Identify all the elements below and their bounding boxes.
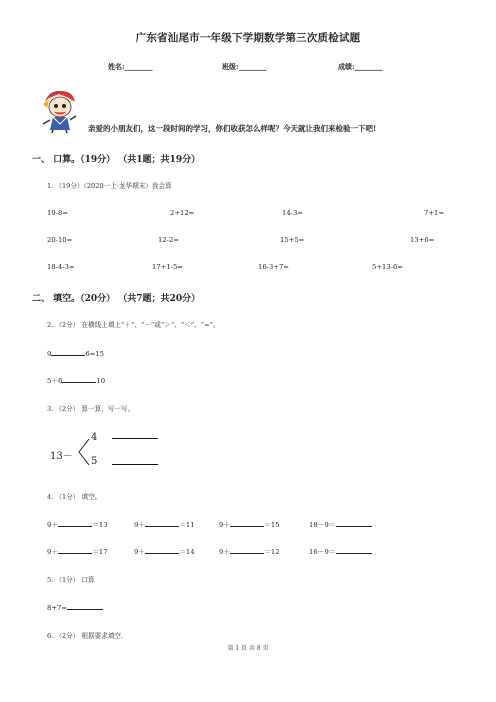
answer-blank[interactable] bbox=[336, 519, 372, 527]
calc-item: 5+13-6= bbox=[372, 263, 403, 271]
calc-item: 13+6= bbox=[410, 236, 435, 244]
calc-item: 2+12= bbox=[170, 209, 195, 217]
answer-blank[interactable] bbox=[145, 546, 179, 554]
intro-text: 亲爱的小朋友们，这一段时间的学习，你们收获怎么样呢？今天就让我们来检验一下吧! bbox=[88, 124, 377, 133]
page-footer: 第 1 页 共 8 页 bbox=[227, 645, 269, 652]
page-title: 广东省汕尾市一年级下学期数学第三次质检试题 bbox=[135, 32, 361, 44]
section-heading-1: 一、 口算。（19分） （共1题；共19分） bbox=[32, 155, 201, 165]
answer-blank[interactable] bbox=[58, 519, 92, 527]
answer-blank[interactable] bbox=[145, 519, 179, 527]
fill-item: 16－9＝ bbox=[309, 546, 372, 556]
answer-blank[interactable] bbox=[51, 348, 85, 356]
calc-item: 20-10= bbox=[47, 236, 73, 244]
fill-item: 9＋ ＝13 bbox=[47, 521, 108, 529]
split-branch-lines bbox=[77, 437, 91, 467]
calc-item: 18-4-3= bbox=[47, 263, 75, 271]
question-1: 1. （19分）（2020一上·龙华期末）我会算 bbox=[47, 182, 172, 190]
answer-blank[interactable] bbox=[58, 546, 92, 554]
fill-item: 9＋ ＝17 bbox=[47, 548, 108, 556]
mascot-illustration bbox=[39, 88, 79, 134]
fill-item: 18－9＝ bbox=[309, 519, 372, 529]
calc-item: 7+1= bbox=[424, 209, 445, 217]
question-3: 3. （2分） 算一算，写一写。 bbox=[47, 405, 135, 413]
answer-blank[interactable] bbox=[230, 519, 264, 527]
split-number: 13－ bbox=[50, 451, 73, 462]
answer-blank[interactable] bbox=[62, 375, 96, 383]
split-part-bottom: 5 bbox=[91, 456, 98, 467]
calc-item: 16-3+7= bbox=[258, 263, 289, 271]
answer-line-bottom[interactable] bbox=[112, 464, 158, 465]
fill-item: 9＋ ＝12 bbox=[219, 548, 280, 556]
question-5: 5. （1分） 口算 bbox=[47, 576, 95, 584]
question-4: 4. （1分） 填空。 bbox=[47, 493, 102, 501]
fill-item: 9＋ ＝15 bbox=[219, 521, 280, 529]
fill-item: 9＋ ＝14 bbox=[134, 548, 195, 556]
answer-blank[interactable] bbox=[336, 546, 372, 554]
calc-item: 15+5= bbox=[280, 236, 305, 244]
answer-blank[interactable] bbox=[67, 602, 103, 610]
split-part-top: 4 bbox=[91, 432, 98, 443]
calc-item: 12-2= bbox=[158, 236, 179, 244]
calc-item: 14-3= bbox=[282, 209, 303, 217]
fill-item: 5＋6 10 bbox=[47, 377, 106, 385]
class-field-label: 班级:________ bbox=[222, 62, 267, 71]
name-field-label: 姓名:________ bbox=[108, 62, 153, 71]
score-field-label: 成绩:________ bbox=[338, 62, 383, 71]
calc-item: 19-8= bbox=[47, 209, 68, 217]
answer-line-top[interactable] bbox=[112, 438, 158, 439]
section-heading-2: 二、 填空。（20分） （共7题；共20分） bbox=[32, 294, 201, 304]
calc-item: 17+1-5= bbox=[152, 263, 183, 271]
fill-item: 8+7= bbox=[47, 602, 103, 612]
answer-blank[interactable] bbox=[230, 546, 264, 554]
fill-item: 9＋ ＝11 bbox=[134, 521, 195, 529]
question-6: 6. （2分） 根据要求填空. bbox=[47, 632, 124, 640]
fill-item: 9 6=15 bbox=[47, 350, 104, 358]
question-2: 2. （2分） 在横线上填上“＋”、“－”或“＞”、“＜”、“=”。 bbox=[47, 321, 220, 329]
